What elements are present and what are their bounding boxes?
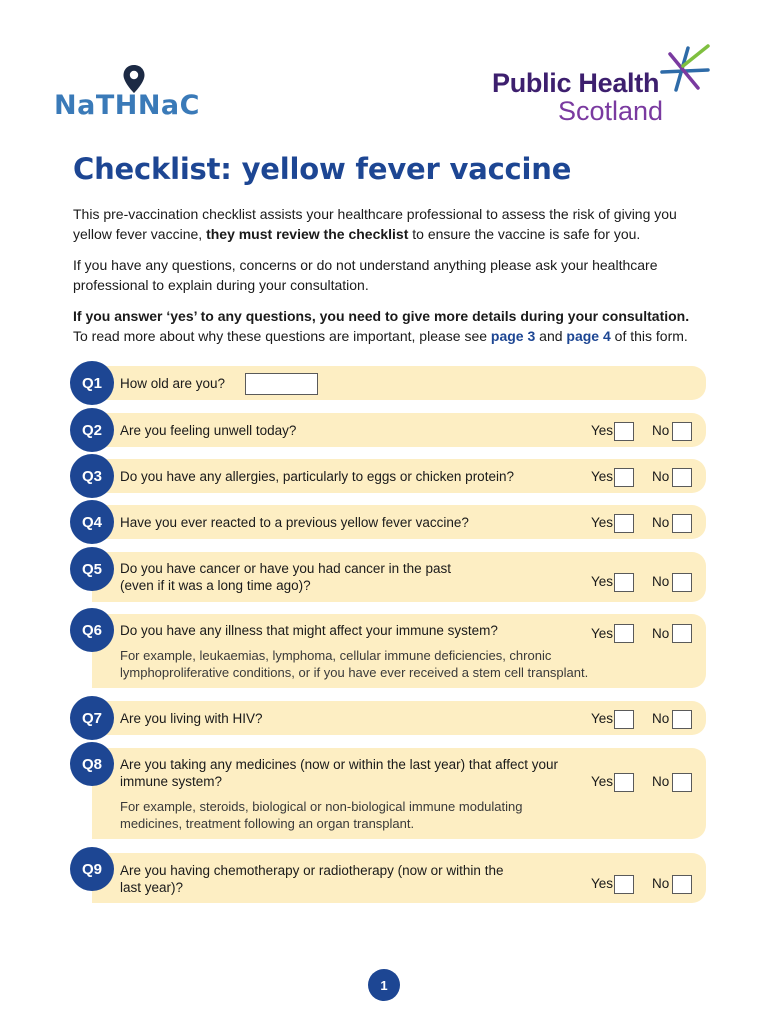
star-burst-icon xyxy=(650,44,714,96)
page-number: 1 xyxy=(368,969,400,1001)
no-label-q4: No xyxy=(652,515,670,530)
question-text-q4: Have you ever reacted to a previous yellow fever vaccine? xyxy=(120,515,469,530)
nathnac-wordmark: NaTHNaC xyxy=(54,90,200,121)
no-label-q3: No xyxy=(652,469,670,484)
no-checkbox-q4[interactable] xyxy=(672,514,692,533)
nathnac-logo xyxy=(54,64,224,124)
yes-label-q2: Yes xyxy=(591,423,614,438)
question-badge-q9: Q9 xyxy=(70,847,114,891)
no-label-q5: No xyxy=(652,574,670,589)
question-text-q5: Do you have cancer or have you had cancer in the past (even if it was a long time ago)? xyxy=(120,561,451,593)
no-checkbox-q2[interactable] xyxy=(672,422,692,441)
yes-label-q7: Yes xyxy=(591,711,614,726)
yes-label-q8: Yes xyxy=(591,774,614,789)
phs-wordmark-line1: Public Health xyxy=(492,68,660,98)
question-badge-q6: Q6 xyxy=(70,608,114,652)
no-label-q6: No xyxy=(652,626,670,641)
yes-checkbox-q3[interactable] xyxy=(614,468,634,487)
page-4-link[interactable]: page 4 xyxy=(566,327,611,344)
no-checkbox-q7[interactable] xyxy=(672,710,692,729)
page-title: Checklist: yellow fever vaccine xyxy=(73,152,572,186)
question-note-q8: For example, steroids, biological or non-biological immune modulating medicines, treatment following an organ transplant. xyxy=(120,799,523,831)
intro-emphasis: If you answer ‘yes’ to any questions, you need to give more details during your consultation. xyxy=(73,308,690,324)
yes-label-q4: Yes xyxy=(591,515,614,530)
no-label-q8: No xyxy=(652,774,670,789)
question-text-q3: Do you have any allergies, particularly to eggs or chicken protein? xyxy=(120,469,514,484)
intro-paragraph-2: If you have any questions, concerns or do not understand anything please ask your healthcare professional to explain during your consultation. xyxy=(73,257,658,293)
question-text-q1: How old are you? xyxy=(120,376,226,391)
intro-paragraph-1 xyxy=(73,205,703,244)
question-text-q2: Are you feeling unwell today? xyxy=(120,423,297,438)
no-label-q7: No xyxy=(652,711,670,726)
question-badge-q4: Q4 xyxy=(70,500,114,544)
yes-checkbox-q6[interactable] xyxy=(614,624,634,643)
yes-label-q9: Yes xyxy=(591,876,614,891)
page-3-link[interactable]: page 3 xyxy=(490,327,536,344)
question-text-q8: Are you taking any medicines (now or within the last year) that affect your immune system? xyxy=(120,757,558,789)
yes-checkbox-q9[interactable] xyxy=(614,875,634,894)
question-badge-q2: Q2 xyxy=(70,408,114,452)
yes-checkbox-q5[interactable] xyxy=(614,573,634,592)
intro-emphasis: they must review the checklist xyxy=(206,225,409,242)
no-checkbox-q5[interactable] xyxy=(672,573,692,592)
question-badge-q1: Q1 xyxy=(70,361,114,405)
yes-checkbox-q8[interactable] xyxy=(614,773,634,792)
question-badge-q5: Q5 xyxy=(70,547,114,591)
no-checkbox-q8[interactable] xyxy=(672,773,692,792)
intro-text: of this form. xyxy=(610,327,688,344)
yes-checkbox-q4[interactable] xyxy=(614,514,634,533)
intro-text: This pre-vaccination checklist assists your healthcare professional to assess the risk of giving you yellow fever vaccine, xyxy=(73,206,677,242)
yes-label-q3: Yes xyxy=(591,469,614,484)
question-badge-q8: Q8 xyxy=(70,742,114,786)
intro-text: to ensure the vaccine is safe for you. xyxy=(408,225,641,242)
question-text-q9: Are you having chemotherapy or radiotherapy (now or within the last year)? xyxy=(120,863,504,895)
question-note-q6: For example, leukaemias, lymphoma, cellular immune deficiencies, chronic lymphoproliferative conditions, or if you have ever received a stem cell transplant. xyxy=(120,648,589,680)
question-badge-q3: Q3 xyxy=(70,454,114,498)
no-checkbox-q3[interactable] xyxy=(672,468,692,487)
no-checkbox-q9[interactable] xyxy=(672,875,692,894)
intro-paragraph-3 xyxy=(73,307,703,346)
yes-checkbox-q7[interactable] xyxy=(614,710,634,729)
question-text-q6: Do you have any illness that might affect your immune system? xyxy=(120,623,498,638)
intro-text: and xyxy=(535,327,567,344)
question-text-q7: Are you living with HIV? xyxy=(120,711,263,726)
yes-checkbox-q2[interactable] xyxy=(614,422,634,441)
no-label-q2: No xyxy=(652,423,670,438)
no-label-q9: No xyxy=(652,876,670,891)
question-badge-q7: Q7 xyxy=(70,696,114,740)
yes-label-q6: Yes xyxy=(591,626,614,641)
intro-text: To read more about why these questions are important, please see xyxy=(73,327,491,344)
phs-wordmark-line2: Scotland xyxy=(558,96,664,126)
yes-label-q5: Yes xyxy=(591,574,614,589)
no-checkbox-q6[interactable] xyxy=(672,624,692,643)
public-health-scotland-logo xyxy=(490,44,720,124)
age-input[interactable] xyxy=(245,373,318,395)
